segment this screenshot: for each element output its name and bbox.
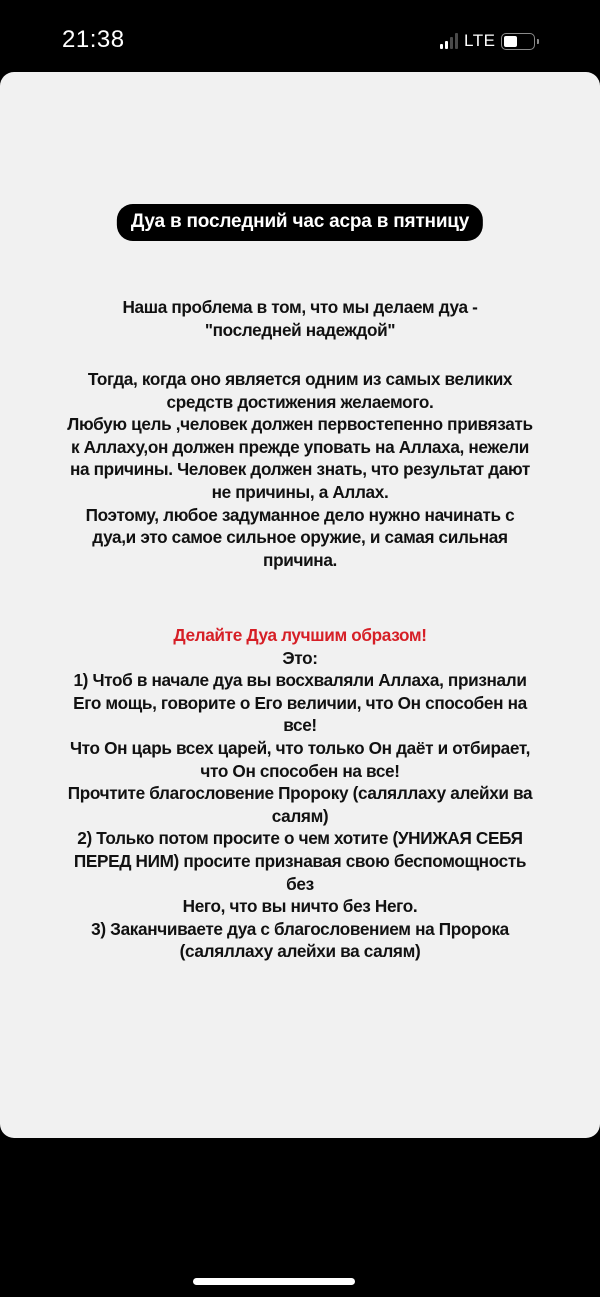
text-line: Это:	[282, 647, 318, 668]
network-type: LTE	[464, 31, 496, 50]
body-paragraph-2	[20, 624, 580, 963]
text-line: причина.	[263, 549, 337, 570]
status-indicators	[440, 30, 535, 52]
text-line: что Он способен на все!	[200, 760, 400, 781]
text-line: салям)	[271, 805, 329, 826]
text-line: 3) Заканчиваете дуа с благословением на Пророка	[91, 918, 509, 939]
text-line: Него, что вы ничто без Него.	[182, 896, 418, 917]
text-line: Прочтите благословение Пророку (саляллаху алейхи ва	[67, 783, 533, 804]
text-line: ПЕРЕД НИМ) просите признавая свою беспомощность	[73, 850, 527, 871]
post-title: Дуа в последний час асра в пятницу	[117, 204, 483, 241]
text-line: Любую цель ,человек должен первостепенно привязать	[67, 414, 533, 435]
highlight-heading: Делайте Дуа лучшим образом!	[173, 625, 427, 645]
text-line: на причины. Человек должен знать, что результат дают	[69, 459, 531, 480]
text-line: не причины, а Аллах.	[211, 481, 389, 502]
cellular-signal-icon	[440, 33, 458, 49]
text-line: дуа,и это самое сильное оружие, и самая сильная	[92, 527, 508, 548]
text-line: Что Он царь всех царей, что только Он даёт и отбирает,	[69, 737, 531, 758]
status-time: 21:38	[62, 26, 125, 53]
home-indicator[interactable]	[193, 1278, 355, 1285]
text-line: Его мощь, говорите о Его величии, что Он способен на	[73, 692, 527, 713]
text-line: 2) Только потом просите о чем хотите (УНИЖАЯ СЕБЯ	[77, 828, 523, 849]
text-line: Поэтому, любое задуманное дело нужно начинать с	[85, 504, 515, 525]
text-line: средств достижения желаемого.	[166, 391, 434, 412]
battery-icon	[501, 33, 535, 50]
battery-level	[504, 36, 517, 47]
text-line: 1) Чтоб в начале дуа вы восхваляли Аллаха, признали	[73, 670, 527, 691]
text-line: без	[286, 873, 314, 894]
intro-paragraph	[20, 296, 580, 341]
story-card	[0, 72, 600, 1138]
text-line: Тогда, когда оно является одним из самых великих	[87, 369, 513, 389]
text-line: к Аллаху,он должен прежде уповать на Аллаха, нежели	[70, 436, 530, 457]
text-line: все!	[283, 715, 317, 736]
body-paragraph-1	[20, 368, 580, 571]
text-line: (саляллаху алейхи ва салям)	[179, 941, 421, 962]
text-line: "последней надеждой"	[204, 319, 396, 340]
text-line: Наша проблема в том, что мы делаем дуа -	[122, 297, 478, 317]
status-bar	[0, 0, 600, 72]
